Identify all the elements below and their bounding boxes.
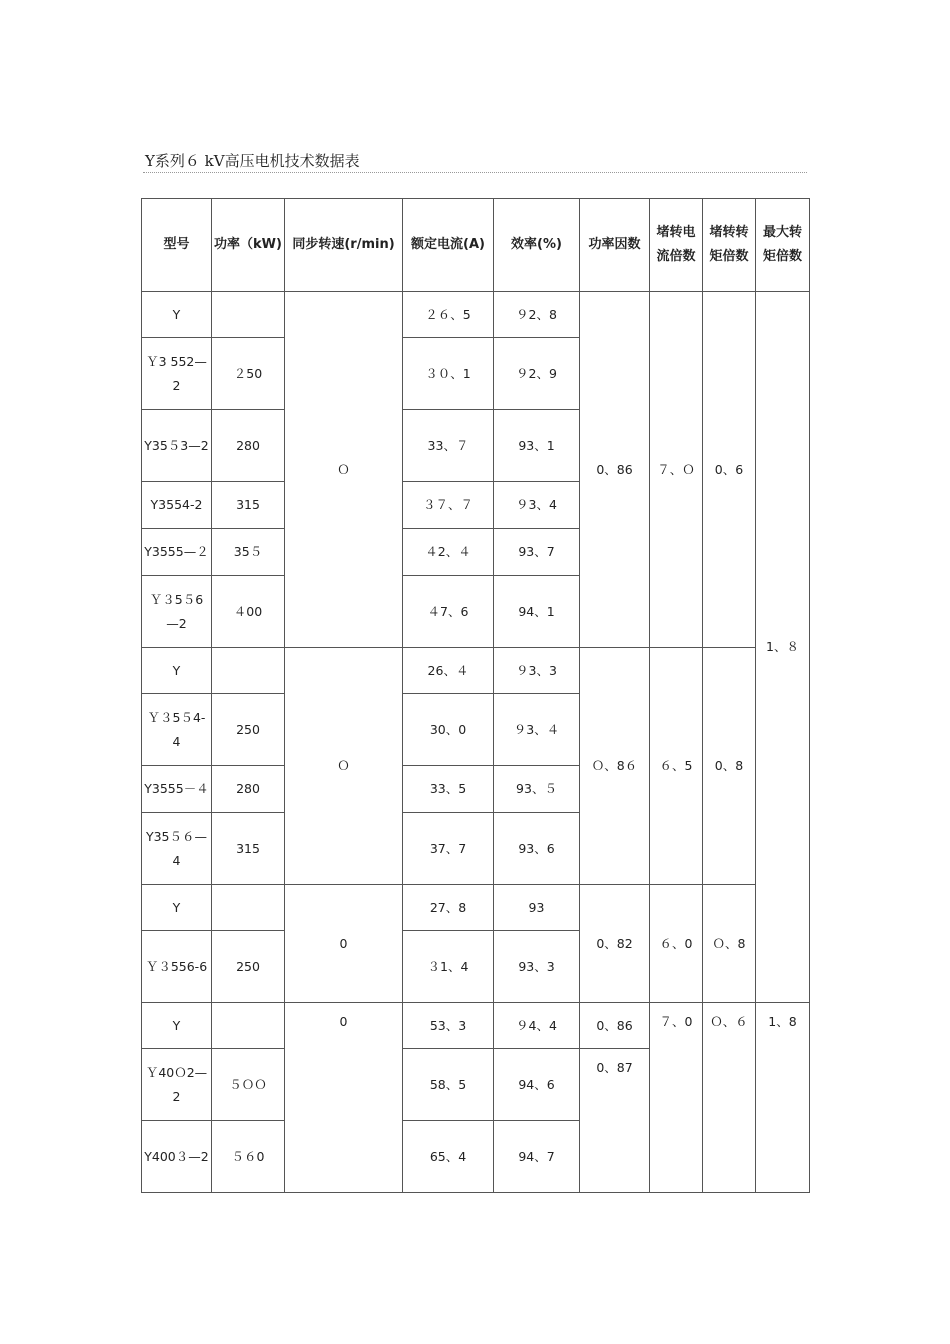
cell-power: 315 (212, 482, 285, 529)
header-model: 型号 (142, 199, 212, 292)
header-power: 功率（kW) (212, 199, 285, 292)
cell-current: 26、４ (403, 648, 494, 694)
table-row (142, 292, 810, 338)
header-current: 额定电流(A) (403, 199, 494, 292)
cell-max-torque: 1、８ (756, 292, 810, 1003)
cell-power-factor: 0、86 (580, 292, 650, 648)
cell-model: Ｙ３556-6 (142, 931, 212, 1003)
cell-efficiency: 93、6 (494, 813, 580, 885)
cell-model: Y3554-2 (142, 482, 212, 529)
header-row (142, 199, 810, 292)
cell-power-factor: 0、87 (580, 1049, 650, 1193)
cell-model: Y (142, 648, 212, 694)
cell-efficiency: ９2、8 (494, 292, 580, 338)
cell-model: Ｙ３5５4-4 (142, 694, 212, 766)
cell-model: Y35５3—2 (142, 410, 212, 482)
page-title: Y系列６ kV高压电机技术数据表 (145, 152, 360, 170)
cell-max-torque: 1、8 (756, 1003, 810, 1193)
cell-efficiency: 93、3 (494, 931, 580, 1003)
cell-power (212, 885, 285, 931)
cell-current: 30、0 (403, 694, 494, 766)
cell-model: Y (142, 1003, 212, 1049)
cell-power: ２50 (212, 338, 285, 410)
cell-current: 53、3 (403, 1003, 494, 1049)
table-row (142, 648, 810, 694)
title-divider (143, 172, 807, 173)
cell-efficiency: ９3、3 (494, 648, 580, 694)
cell-speed: 0 (285, 1003, 403, 1193)
cell-power: 250 (212, 694, 285, 766)
cell-model: Y (142, 885, 212, 931)
cell-locked-torque: 0、8 (703, 648, 756, 885)
cell-current: ４7、6 (403, 576, 494, 648)
cell-model: Ｙ３5５6—2 (142, 576, 212, 648)
table-row (142, 885, 810, 931)
cell-power-factor: 0、82 (580, 885, 650, 1003)
cell-power: ４00 (212, 576, 285, 648)
cell-power: 35５ (212, 529, 285, 576)
cell-locked-current: ７、0 (650, 1003, 703, 1193)
cell-locked-current: ６、0 (650, 885, 703, 1003)
cell-efficiency: ９3、４ (494, 694, 580, 766)
cell-locked-torque: Ｏ、8 (703, 885, 756, 1003)
cell-current: ３1、4 (403, 931, 494, 1003)
header-locked-current: 堵转电流倍数 (650, 199, 703, 292)
header-speed: 同步转速(r/min) (285, 199, 403, 292)
cell-model: Y (142, 292, 212, 338)
cell-speed: Ｏ (285, 292, 403, 648)
cell-power: 280 (212, 766, 285, 813)
cell-speed: Ｏ (285, 648, 403, 885)
cell-efficiency: 93、7 (494, 529, 580, 576)
cell-model: Ｙ3 552—2 (142, 338, 212, 410)
cell-efficiency: 93、1 (494, 410, 580, 482)
header-power-factor: 功率因数 (580, 199, 650, 292)
cell-power: 315 (212, 813, 285, 885)
cell-power: 250 (212, 931, 285, 1003)
cell-efficiency: ９3、4 (494, 482, 580, 529)
cell-locked-current: ６、5 (650, 648, 703, 885)
cell-power (212, 1003, 285, 1049)
cell-model: Y35５６—4 (142, 813, 212, 885)
cell-model: Y400３—2 (142, 1121, 212, 1193)
cell-efficiency: 94、1 (494, 576, 580, 648)
cell-current: ３７、７ (403, 482, 494, 529)
header-max-torque: 最大转矩倍数 (756, 199, 810, 292)
cell-power (212, 292, 285, 338)
header-efficiency: 效率(%) (494, 199, 580, 292)
cell-locked-torque: 0、6 (703, 292, 756, 648)
cell-current: 27、8 (403, 885, 494, 931)
cell-model: Ｙ40Ｏ2—2 (142, 1049, 212, 1121)
cell-locked-current: ７、Ｏ (650, 292, 703, 648)
cell-current: 65、4 (403, 1121, 494, 1193)
cell-power-factor: 0、86 (580, 1003, 650, 1049)
cell-efficiency: 93、５ (494, 766, 580, 813)
cell-speed: 0 (285, 885, 403, 1003)
cell-efficiency: 94、7 (494, 1121, 580, 1193)
cell-locked-torque: Ｏ、６ (703, 1003, 756, 1193)
cell-model: Y3555—２ (142, 529, 212, 576)
cell-power: ５６0 (212, 1121, 285, 1193)
cell-power-factor: Ｏ、8６ (580, 648, 650, 885)
cell-current: 33、７ (403, 410, 494, 482)
cell-model: Y3555－４ (142, 766, 212, 813)
cell-efficiency: ９2、9 (494, 338, 580, 410)
table-row (142, 1003, 810, 1049)
cell-current: 37、7 (403, 813, 494, 885)
motor-spec-table (141, 198, 810, 1193)
cell-current: ４2、４ (403, 529, 494, 576)
cell-efficiency: 94、6 (494, 1049, 580, 1121)
cell-efficiency: ９4、4 (494, 1003, 580, 1049)
cell-efficiency: 93 (494, 885, 580, 931)
cell-current: 58、5 (403, 1049, 494, 1121)
cell-current: ３０、1 (403, 338, 494, 410)
cell-power: ５ＯＯ (212, 1049, 285, 1121)
cell-current: ２６、5 (403, 292, 494, 338)
cell-power: 280 (212, 410, 285, 482)
cell-current: 33、5 (403, 766, 494, 813)
cell-power (212, 648, 285, 694)
header-locked-torque: 堵转转矩倍数 (703, 199, 756, 292)
